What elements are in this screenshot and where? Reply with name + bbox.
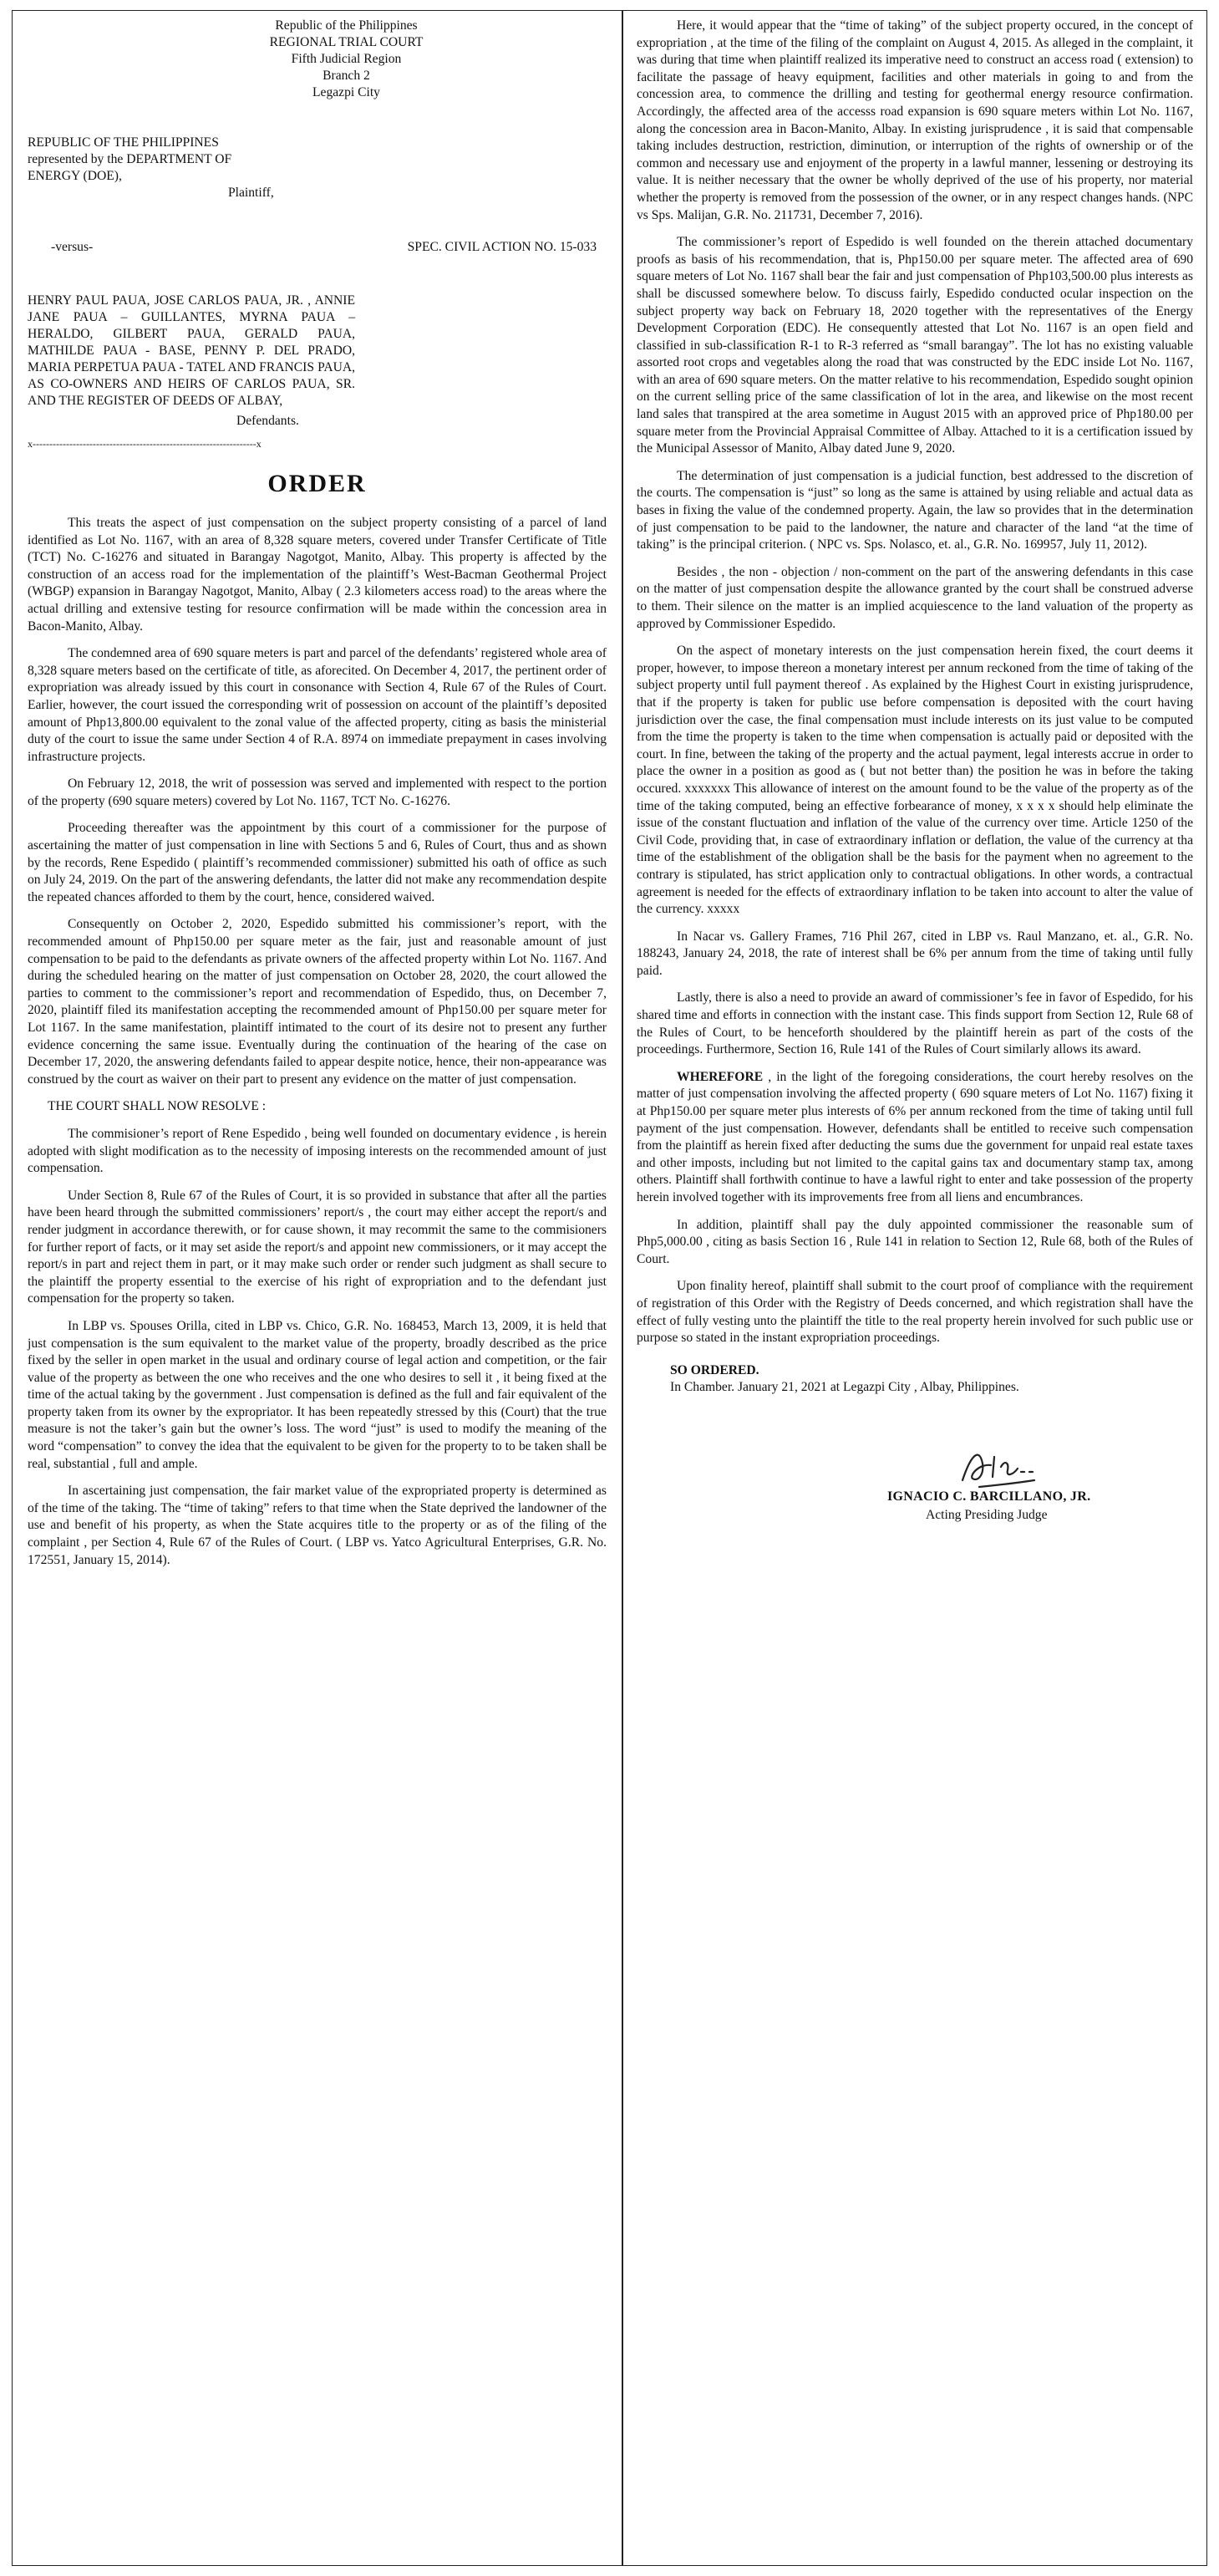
versus-row — [28, 239, 607, 257]
wherefore-paragraph — [637, 1069, 1193, 1207]
region-line: Fifth Judicial Region — [291, 52, 402, 66]
paragraph: Lastly, there is also a need to provide an award of commissioner’s fee in favor of Espedido, for his shared time and efforts in connection with the instant case. This finds support from Section 12, Rule 68 of the Rules of Court, to be henceforth shouldered by the plaintiff herein as part of the costs of the proceedings. Furthermore, Section 16, Rule 141 of the Rules of Court similarly allows its award. — [637, 990, 1193, 1057]
city-line: Legazpi City — [312, 85, 380, 99]
paragraph: Consequently on October 2, 2020, Espedido submitted his commissioner’s report, with the recommended amount of Php150.00 per square meter as the fair, just and reasonable amount of just compensation to be paid to the defendants as private owners of the affected property within Lot No. 1167. And during the scheduled hearing on the matter of just compensation on October 28, 2020, the court allowed the parties to comment to the commissioner’s report and recommendation of Espedido, thus, on December 7, 2020, plaintiff filed its manifestation accepting the recommended amount of Php150.00 per square meter for Lot 1167. In the same manifestation, plaintiff intimated to the court of its desire not to present any further evidence concerning the same issue. Eventually during the continuation of the hearing of the case on December 17, 2020, the answering defendants failed to appear despite notice, hence, their non-appearance was construed by the court as waiver on their part to present any evidence on the matter of just compensation. — [28, 917, 607, 1087]
resolve-heading: THE COURT SHALL NOW RESOLVE : — [48, 1099, 267, 1114]
paragraph: The condemned area of 690 square meters is part and parcel of the defendants’ registered whole area of 8,328 square meters based on the certificate of title, as aforecited. On December 4, 2017, the pertinent order of expropriation was already issued by this court in consonance with Section 4, Rule 67 of the Rules of Court. Earlier, however, the court issued the corresponding writ of possession on account of the plaintiff’s deposited amount of Php13,800.00 equivalent to the zonal value of the affected property, citing as basis the ministerial duty of the court to issue the same under Section 4 of R.A. 8974 on immediate prepayment in cases involving infrastructure projects. — [28, 646, 607, 764]
paragraph: The determination of just compensation is a judicial function, best addressed to the discretion of the courts. The compensation is “just” so long as the same is attained by using reliable and actual data as bases in fixing the value of the condemned property. Again, the law so provides that in the determination of just compensation to be paid to the landowner, the nature and character of the land “at the time of taking” is the principal criterion. ( NPC vs. Sps. Nolasco, et. al., G.R. No. 169957, July 11, 2012). — [637, 468, 1193, 552]
paragraph: Besides , the non - objection / non-comment on the part of the answering defendants in this case on the matter of just compensation despite the allowance granted by the court shall be construed adverse to them. Their silence on the matter is an implied acquiescence to the land valuation of the property as approved by Commissioner Espedido. — [637, 564, 1193, 631]
defendants-label: Defendants. — [236, 414, 299, 429]
paragraph: In LBP vs. Spouses Orilla, cited in LBP vs. Chico, G.R. No. 168453, March 13, 2009, it is held that just compensation is the sum equivalent to the market value of the property, broadly described as the price fixed by the seller in open market in the usual and ordinary course of legal action and competition, or the fair value of the property as between the one who receives and the one who desires to sell it , it being fixed at the time of the actual taking by the government . Just compensation is defined as the full and fair equivalent of the property taken from its owner by the expropriator. It has been repeatedly stressed by this (Court) that the true measure is not the taker’s gain but the owner’s loss. The word “just” is used to modify the meaning of the word “compensation” to convey the idea that the equivalent to be given for the property to to be taken shall be real, substantial , full and ample. — [28, 1318, 607, 1471]
paragraph: The commisioner’s report of Rene Espedido , being well founded on documentary evidence , is herein adopted with slight modification as to the necessity of imposing interests on the recommended amount of just compensation. — [28, 1126, 607, 1176]
paragraph: The commissioner’s report of Espedido is well founded on the therein attached documentary proofs as basis of his recommendation, that is, Php150.00 per square meter. The affected area of 690 square meters of Lot No. 1167 shall bear the fair and just compensation of Php103,500.00 plus interests as shall be discussed somewhere below. To discuss fairly, Espedido conducted ocular inspection on the subject property way back on February 18, 2020 together with the representatives of the Energy Development Corporation (EDC). He consequently attested that Lot No. 1167 is an open field and classified in sub-classification R-1 to R-3 referred as “small barangay”. The lot has no existing valuable assorted root crops and vegetables along the road that was constructed by the EDC inside Lot No. 1167, with an area of 690 square meters. On the matter relative to his recommendation, Espedido sought opinion on the current selling price of the same classification of lot in the area, and likewise on the most recent land sales that transpired at the area sometime in August 2015 with an approved price of Php180.00 per square meter from the Provincial Appraisal Committee of Albay. Attached to it is a certification issued by the Municipal Assessor of Manito, Albay dated June 9, 2020. — [637, 235, 1193, 456]
court-name: REGIONAL TRIAL COURT — [269, 35, 424, 49]
wherefore-lead: WHEREFORE — [677, 1069, 764, 1084]
plaintiff-party: REPUBLIC OF THE PHILIPPINES represented by the DEPARTMENT OF ENERGY (DOE), — [28, 135, 232, 183]
so-ordered: SO ORDERED. — [670, 1362, 759, 1377]
left-column — [13, 11, 622, 1579]
paragraph: Here, it would appear that the “time of taking” of the subject property occured, in the concept of expropriation , at the time of the filing of the complaint on August 4, 2015. As alleged in the complaint, it was during that time when plaintiff realized its imperative need to construct an access road ( extension) to facilitate the passage of heavy equipment, facilities and other materials in going to and from the concession area, to commence the drilling and testing for geothermal energy resource confirmation. Accordingly, the affected area of the accesss road expansion is 690 square meters within Lot No. 1167, along the concession area in Bacon-Manito, Albay. In existing jurisprudence , it is said that compensable taking includes destruction, restriction, diminution, or interruption of the rights of ownership or of the common and necessary use and enjoyment of the property in a lawful manner, lessening or destroying its value. It is neither necessary that the owner be wholly deprived of the use of his property, nor material whether the property is removed from the possession of the owner, or in any respect changes hands. (NPC vs Sps. Malijan, G.R. No. 211731, December 7, 2016). — [637, 18, 1193, 222]
caption-separator: x-------------------------------------------------------------------x — [28, 437, 262, 450]
judge-name: IGNACIO C. BARCILLANO, JR. — [887, 1489, 1091, 1504]
order-title: ORDER — [267, 470, 367, 498]
case-number: SPEC. CIVIL ACTION NO. 15-033 — [407, 239, 597, 254]
paragraph: Proceeding thereafter was the appointment by this court of a commissioner for the purpose of ascertaining the matter of just compensation in line with Sections 5 and 6, Rules of Court, thus and as shown by the records, Rene Espedido ( plaintiff’s recommended commissioner) submitted his oath of office as such on July 24, 2019. On the part of the answering defendants, the latter did not make any recommendation despite the repeated chances afforded to them by the court, hence, considered waived. — [28, 821, 607, 904]
paragraph: This treats the aspect of just compensation on the subject property consisting of a parcel of land identified as Lot No. 1167, with an area of 8,328 square meters, covered under Transfer Certificate of Title (TCT) No. C-16276 and situated in Barangay Nagotgot, Manito, Albay. This property is affected by the construction of an access road for the implementation of the plaintiff’s West-Bacman Geothermal Project (WBGP) expansion in Barangay Nagotgot, Manito, Albay ( 2.3 kilometers access road) to the areas where the actual drilling and extensive testing for resource confirmation will be made within the concession area in Bacon-Manito, Albay. — [28, 515, 607, 634]
chamber-date: In Chamber. January 21, 2021 at Legazpi City , Albay, Philippines. — [670, 1380, 1019, 1395]
signature-block — [637, 1422, 1193, 1555]
right-column — [623, 11, 1208, 1555]
branch-line: Branch 2 — [323, 69, 370, 83]
paragraph: In Nacar vs. Gallery Frames, 716 Phil 267, cited in LBP vs. Raul Manzano, et. al., G.R. No. 188243, January 24, 2018, the rate of interest shall be 6% per annum from the time of taking until fully paid. — [637, 929, 1193, 978]
paragraph: On the aspect of monetary interests on the just compensation herein fixed, the court deems it proper, however, to impose thereon a monetary interest per annum reckoned from the time of taking of the subject property until full payment thereof . As explained by the Highest Court in existing jurisprudence, that if the property is taken for public use before compensation is deposited with the court having jurisdiction over the case, the final compensation must include interests on its just value to be computed from the time the property is taken to the time when compensation is actually paid or deposited with the court. In fine, between the taking of the property and the actual payment, legal interests accrue in order to place the owner in a position as good as ( but not better than) the position he was in before the taking occured. xxxxxxx This allowance of interest on the amount found to be the value of the property as of the time of the taking computed, being an effective forbearance of money, x x x x should help eliminate the issue of the constant fluctuation and inflation of the value of the currency over time. Article 1250 of the Civil Code, providing that, in case of extraordinary inflation or deflation, the value of the currency at tha time of the establishment of the obligation shall be the basis for the payment when no agreement to the contrary is stipulated, has strict application only to contractual obligations. In other words, a contractual agreement is needed for the effects of extraordinary inflation to be taken into account to alter the value of the currency. xxxxx — [637, 644, 1193, 917]
paragraph: In ascertaining just compensation, the fair market value of the expropriated property is determined as of the time of the taking. The “time of taking” refers to that time when the State deprived the landowner of the use and benefit of his property, as when the State acquires title to the property or as of the filing of the complaint , per Section 4, Rule 67 of the Rules of Court. ( LBP vs. Yatco Agricultural Enterprises, G.R. No. 172551, January 15, 2014). — [28, 1484, 607, 1567]
paragraph: In addition, plaintiff shall pay the duly appointed commissioner the reasonable sum of Php5,000.00 , citing as basis Section 16 , Rule 141 in relation to Section 12, Rule 68, both of the Rules of Court. — [637, 1217, 1193, 1266]
defendants-party: HENRY PAUL PAUA, JOSE CARLOS PAUA, JR. , ANNIE JANE PAUA – GUILLANTES, MYRNA PAUA – HERALDO, GILBERT PAUA, GERALD PAUA, MATHILDE PAUA - BASE, PENNY P. DEL PRADO, MARIA PERPETUA PAUA - TATEL AND FRANCIS PAUA, AS CO-OWNERS AND HEIRS OF CARLOS PAUA, SR. AND THE REGISTER OF DEEDS OF ALBAY, — [28, 293, 355, 409]
plaintiff-label: Plaintiff, — [228, 186, 274, 200]
paragraph: Under Section 8, Rule 67 of the Rules of Court, it is so provided in substance that after all the parties have been heard through the submitted commissioners’ report/s , the court may either accept the report/s and render judgment in accordance therewith, or for cause shown, it may recommit the same to the commisioners for further report of facts, or it may set aside the report/s and appoint new commissioners, or it may accept the report/s in part and reject them in part, or it may make such order or render such judgment as shall secure to the plaintiff the property essential to the exercise of his right of expropriation and to the defendant just compensation for the property so taken. — [28, 1188, 607, 1306]
court-header — [86, 18, 607, 101]
judge-title: Acting Presiding Judge — [926, 1507, 1048, 1522]
paragraph: On February 12, 2018, the writ of possession was served and implemented with respect to the portion of the property (690 square meters) covered by Lot No. 1167, TCT No. C-16276. — [28, 776, 607, 808]
wherefore-text: , in the light of the foregoing considerations, the court hereby resolves on the matter of just compensation involving the affected property ( 690 square meters of Lot No. 1167) fixing it at Php150.00 per square meter plus interests of 6% per annum reckoned from the time of taking until full payment of the just compensation. However, defendants shall be entitled to receive such compensation from the plaintiff as herein fixed after deducting the sums due the government for unpaid real estate taxes and other imposts, including but not limited to the capital gains tax and documentary stamp tax, among others. Plaintiff shall forthwith continue to have a lawful right to enter and take possession of the property herein involved together with its improvements free from all liens and encumbrances. — [637, 1069, 1193, 1204]
court-order-page — [12, 10, 1207, 2566]
republic-line: Republic of the Philippines — [275, 18, 418, 33]
versus-label: -versus- — [51, 239, 94, 254]
paragraph: Upon finality hereof, plaintiff shall submit to the court proof of compliance with the requirement of registration of this Order with the Registry of Deeds concerned, and which registration shall have the effect of fully vesting unto the plaintiff the title to the real property herein involved for such public use or purpose so stated in the instant expropriation proceedings. — [637, 1279, 1193, 1346]
